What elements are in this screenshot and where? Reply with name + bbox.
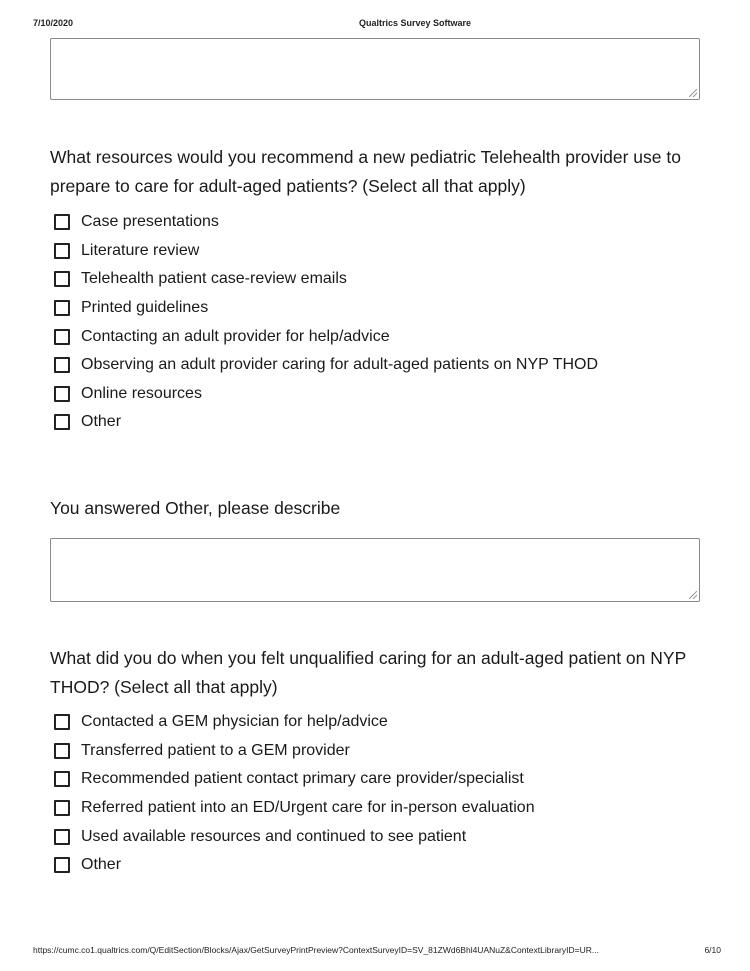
option-label: Online resources	[81, 384, 202, 402]
option-label: Observing an adult provider caring for adult-aged patients on NYP THOD	[81, 356, 599, 374]
option-label: Case presentations	[81, 213, 219, 231]
option-item[interactable]	[54, 794, 535, 823]
option-label: Recommended patient contact primary care provider/specialist	[81, 770, 524, 788]
print-footer	[33, 945, 721, 955]
question-resources-options	[54, 208, 598, 437]
question-resources-text: What resources would you recommend a new pediatric Telehealth provider use to prepare to care for adult-aged patients? (Select all that apply)	[50, 147, 681, 196]
option-item[interactable]	[54, 737, 535, 766]
option-item[interactable]	[54, 380, 598, 409]
option-label: Literature review	[81, 241, 200, 259]
option-label: Used available resources and continued to see patient	[81, 827, 467, 845]
checkbox[interactable]	[54, 214, 70, 230]
print-date: 7/10/2020	[33, 18, 74, 28]
option-label: Contacted a GEM physician for help/advice	[81, 713, 388, 731]
option-item[interactable]	[54, 708, 535, 737]
other-description-textbox[interactable]	[50, 538, 700, 602]
checkbox[interactable]	[54, 329, 70, 345]
checkbox[interactable]	[54, 243, 70, 259]
resize-grip-icon[interactable]	[689, 591, 697, 599]
option-label: Other	[81, 413, 122, 431]
checkbox[interactable]	[54, 857, 70, 873]
option-label: Printed guidelines	[81, 299, 209, 317]
checkbox[interactable]	[54, 300, 70, 316]
option-item[interactable]	[54, 408, 598, 437]
checkbox[interactable]	[54, 271, 70, 287]
print-title: Qualtrics Survey Software	[358, 18, 472, 28]
option-label: Other	[81, 856, 122, 874]
option-item[interactable]	[54, 265, 598, 294]
option-label: Telehealth patient case-review emails	[81, 270, 347, 288]
previous-answer-textbox[interactable]	[50, 38, 700, 100]
option-label: Referred patient into an ED/Urgent care for in-person evaluation	[81, 799, 535, 817]
checkbox[interactable]	[54, 414, 70, 430]
checkbox[interactable]	[54, 386, 70, 402]
question-unqualified-options	[54, 708, 535, 880]
checkbox[interactable]	[54, 714, 70, 730]
resize-grip-icon[interactable]	[689, 89, 697, 97]
option-item[interactable]	[54, 294, 598, 323]
option-label: Transferred patient to a GEM provider	[81, 741, 350, 759]
option-item[interactable]	[54, 351, 598, 380]
checkbox[interactable]	[54, 800, 70, 816]
checkbox[interactable]	[54, 829, 70, 845]
checkbox[interactable]	[54, 357, 70, 373]
option-item[interactable]	[54, 237, 598, 266]
question-unqualified-text: What did you do when you felt unqualified caring for an adult-aged patient on NYP THOD? (Select all that apply)	[50, 648, 686, 697]
question-other-text: You answered Other, please describe	[50, 498, 341, 518]
option-item[interactable]	[54, 208, 598, 237]
page-number: 6/10	[704, 945, 721, 955]
checkbox[interactable]	[54, 743, 70, 759]
option-item[interactable]	[54, 765, 535, 794]
checkbox[interactable]	[54, 771, 70, 787]
footer-url: https://cumc.co1.qualtrics.com/Q/EditSection/Blocks/Ajax/GetSurveyPrintPreview?ContextSurveyID=SV_81ZWd6Bhl4UANuZ&ContextLibraryID=UR...	[33, 945, 599, 955]
option-label: Contacting an adult provider for help/advice	[81, 327, 390, 345]
option-item[interactable]	[54, 851, 535, 880]
option-item[interactable]	[54, 322, 598, 351]
option-item[interactable]	[54, 822, 535, 851]
